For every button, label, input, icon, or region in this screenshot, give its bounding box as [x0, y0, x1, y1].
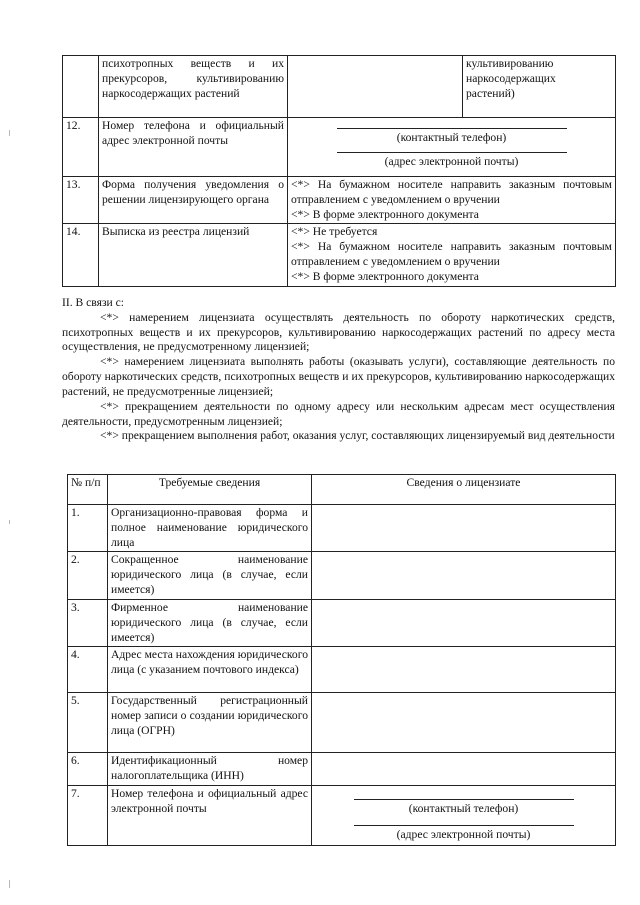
table-row: 2. Сокращенное наименование юридического лица (в случае, если имеется) [68, 552, 616, 599]
row-label: Государственный регистрационный номер записи о создании юридического лица (ОГРН) [108, 693, 312, 753]
col-header-required: Требуемые сведения [108, 475, 312, 505]
row-label: Организационно-правовая форма и полное наименование юридического лица [108, 505, 312, 552]
input-cell[interactable] [312, 693, 616, 753]
table-row: 5. Государственный регистрационный номер записи о создании юридического лица (ОГРН) [68, 693, 616, 753]
reason-option[interactable]: <*> прекращением выполнения работ, оказания услуг, составляющих лицензируемый вид деятельности [100, 429, 615, 443]
table-row: 12. Номер телефона и официальный адрес электронной почты (контактный телефон) (адрес электронной почты) [63, 118, 616, 177]
table-header-row [68, 475, 616, 505]
row-label: Адрес места нахождения юридического лица (с указанием почтового индекса) [108, 647, 312, 693]
reason-option[interactable]: <*> прекращением деятельности по одному адресу или нескольким адресам мест осуществления деятельности, предусмотренным лицензией; [62, 399, 615, 428]
table-row: 14. Выписка из реестра лицензий <*> Не требуется <*> На бумажном носителе направить заказным почтовым отправлением с уведомлением о вручении <*> В форме электронного документа [63, 224, 616, 286]
section-2 [62, 296, 615, 444]
row-label: Номер телефона и официальный адрес электронной почты [99, 118, 288, 177]
row-label: Форма получения уведомления о решении лицензирующего органа [99, 177, 288, 224]
reason-option[interactable]: <*> намерением лицензиата осуществлять деятельность по обороту наркотических средств, психотропных веществ и их прекурсоров, культивированию наркосодержащих растений по адресу места осуществления, не предусмотренному лицензией; [62, 310, 615, 354]
scan-artifact [9, 880, 10, 888]
input-cell[interactable] [312, 599, 616, 646]
phone-caption: (контактный телефон) [408, 802, 519, 816]
table-row: 1. Организационно-правовая форма и полное наименование юридического лица [68, 505, 616, 552]
option-electronic[interactable]: <*> В форме электронного документа [291, 269, 479, 283]
email-line [337, 146, 567, 153]
phone-caption: (контактный телефон) [396, 131, 507, 144]
table-row: 7. Номер телефона и официальный адрес электронной почты (контактный телефон) (адрес электронной почты) [68, 786, 616, 846]
option-electronic[interactable]: <*> В форме электронного документа [291, 207, 479, 221]
row-label: Фирменное наименование юридического лица (в случае, если имеется) [108, 599, 312, 646]
phone-line [354, 790, 574, 800]
row-label: Выписка из реестра лицензий [99, 224, 288, 286]
section-heading: II. В связи с: [62, 296, 124, 309]
table-row: 4. Адрес места нахождения юридического лица (с указанием почтового индекса) [68, 647, 616, 693]
options-cell [288, 177, 616, 224]
continued-right: культивированию наркосодержащих растений) [463, 56, 616, 118]
contact-field[interactable] [312, 786, 616, 846]
reason-option[interactable]: <*> намерением лицензиата выполнять работы (оказывать услуги), составляющие деятельность по обороту наркотических средств, психотропных веществ и их прекурсоров, культивированию наркосодержащих растений, не предусмотренные лицензией; [62, 355, 615, 398]
col-header-info: Сведения о лицензиате [312, 475, 616, 505]
option-paper[interactable]: <*> На бумажном носителе направить заказным почтовым отправлением с уведомлением о вручении [291, 178, 612, 206]
options-cell [288, 224, 616, 286]
email-caption: (адрес электронной почты) [384, 154, 519, 168]
input-cell[interactable] [312, 552, 616, 599]
row-label: Номер телефона и официальный адрес электронной почты [108, 786, 312, 846]
scan-artifact [9, 520, 10, 524]
phone-line [337, 119, 567, 129]
email-caption: (адрес электронной почты) [396, 827, 531, 841]
table-row: 6. Идентификационный номер налогоплательщика (ИНН) [68, 753, 616, 786]
continued-label: психотропных веществ и их прекурсоров, культивированию наркосодержащих растений [99, 56, 288, 118]
col-header-num: № п/п [68, 475, 108, 505]
license-data-table-continued [62, 55, 616, 287]
scan-artifact [9, 130, 10, 136]
email-line [354, 817, 574, 826]
licensee-info-table [67, 474, 616, 846]
table-cell [63, 56, 99, 118]
option-paper[interactable]: <*> На бумажном носителе направить заказным почтовым отправлением с уведомлением о вручении [291, 240, 612, 269]
option-not-required[interactable]: <*> Не требуется [291, 225, 378, 239]
input-cell[interactable] [312, 505, 616, 552]
table-cell [288, 56, 463, 118]
contact-field[interactable] [288, 118, 616, 177]
table-row: 3. Фирменное наименование юридического лица (в случае, если имеется) [68, 599, 616, 646]
table-row: 13. Форма получения уведомления о решении лицензирующего органа <*> На бумажном носителе направить заказным почтовым отправлением с уведомлением о вручении <*> В форме электронного документа [63, 177, 616, 224]
row-label: Сокращенное наименование юридического лица (в случае, если имеется) [108, 552, 312, 599]
input-cell[interactable] [312, 647, 616, 693]
input-cell[interactable] [312, 753, 616, 786]
row-label: Идентификационный номер налогоплательщика (ИНН) [108, 753, 312, 786]
